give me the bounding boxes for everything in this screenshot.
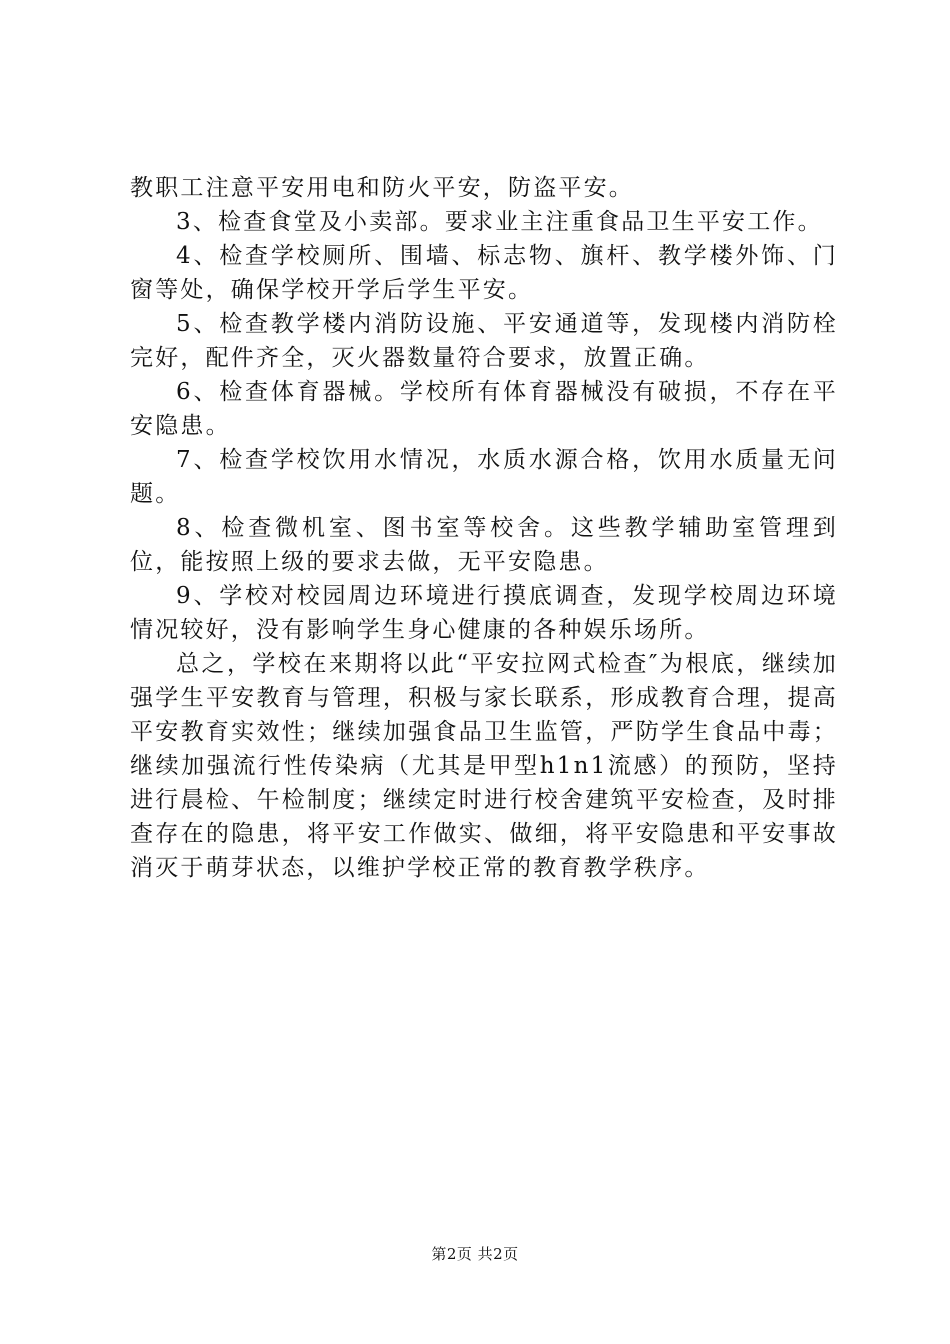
paragraph-item-9: 9、学校对校园周边环境进行摸底调查，发现学校周边环境情况较好，没有影响学生身心健康的各种娱乐场所。 <box>130 583 838 643</box>
paragraph-item-3: 3、检查食堂及小卖部。要求业主注重食品卫生平安工作。 <box>176 209 823 235</box>
paragraph-item-8: 8、检查微机室、图书室等校舍。这些教学辅助室管理到位，能按照上级的要求去做，无平安隐患。 <box>130 515 838 575</box>
paragraph-item-4: 4、检查学校厕所、围墙、标志物、旗杆、教学楼外饰、门窗等处，确保学校开学后学生平安。 <box>130 243 838 303</box>
paragraph-summary: 总之，学校在来期将以此“平安拉网式检查″为根底，继续加强学生平安教育与管理，积极与家长联系，形成教育合理，提高平安教育实效性；继续加强食品卫生监管，严防学生食品中毒；继续加强流行性传染病（尤其是甲型h1n1流感）的预防，坚持进行晨检、午检制度；继续定时进行校舍建筑平安检查，及时排查存在的隐患，将平安工作做实、做细，将平安隐患和平安事故消灭于萌芽状态，以维护学校正常的教育教学秩序。 <box>130 651 838 881</box>
paragraph-item-5: 5、检查教学楼内消防设施、平安通道等，发现楼内消防栓完好，配件齐全，灭火器数量符合要求，放置正确。 <box>130 311 838 371</box>
paragraph-item-7: 7、检查学校饮用水情况，水质水源合格，饮用水质量无问题。 <box>130 447 838 507</box>
page-footer: 第2页 共2页 <box>431 1245 519 1263</box>
paragraph-continued: 教职工注意平安用电和防火平安，防盗平安。 <box>130 175 634 201</box>
document-body <box>130 171 838 885</box>
paragraph-item-6: 6、检查体育器械。学校所有体育器械没有破损，不存在平安隐患。 <box>130 379 838 439</box>
